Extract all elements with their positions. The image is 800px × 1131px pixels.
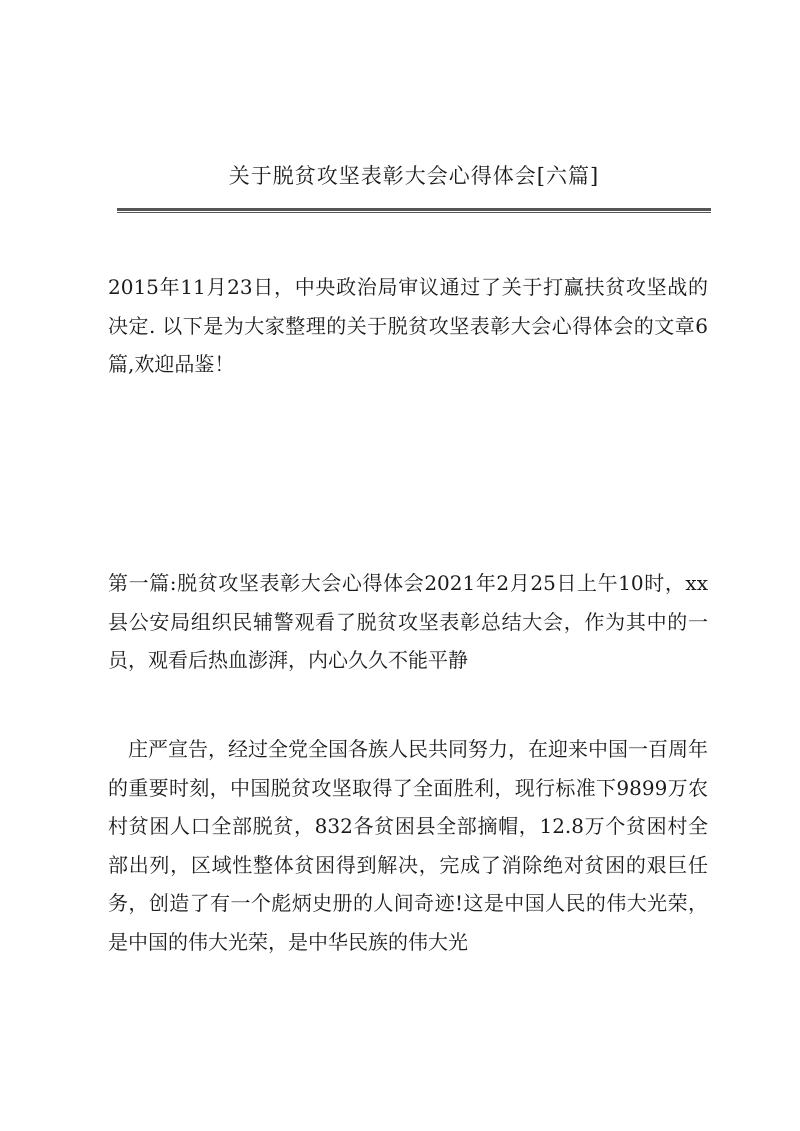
intro-paragraph: 2015年11月23日，中央政治局审议通过了关于打赢扶贫攻坚战的决定. 以下是为大家整理的关于脱贫攻坚表彰大会心得体会的文章6篇,欢迎品鉴！ — [108, 275, 708, 376]
document-title: 关于脱贫攻坚表彰大会心得体会[六篇] — [228, 164, 600, 188]
body-paragraph: 庄严宣告，经过全党全国各族人民共同努力，在迎来中国一百周年的重要时刻，中国脱贫攻坚取得了全面胜利，现行标准下9899万农村贫困人口全部脱贫，832各贫困县全部摘帽，12.8万个贫困村全部出列，区域性整体贫困得到解决，完成了消除绝对贫困的艰巨任务，创造了有一个彪炳史册的人间奇迹!这是中国人民的伟大光荣，是中国的伟大光荣，是中华民族的伟大光 — [108, 737, 708, 954]
first-article-paragraph: 第一篇:脱贫攻坚表彰大会心得体会2021年2月25日上午10时，xx县公安局组织民辅警观看了脱贫攻坚表彰总结大会，作为其中的一员，观看后热血澎湃，内心久久不能平静 — [108, 571, 708, 672]
title-underline-divider — [117, 208, 711, 213]
